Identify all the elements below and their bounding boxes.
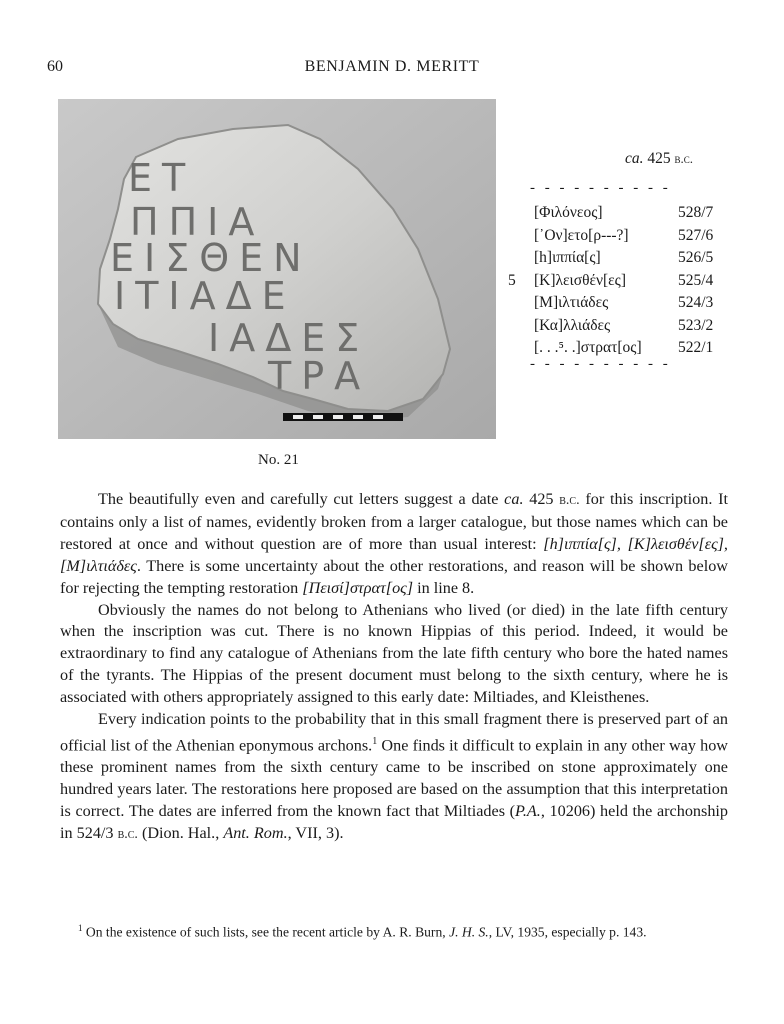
stone-line-5: ΙΑΔΕΣ xyxy=(208,316,370,360)
stone-line-4: ΙΤΙΑΔΕ xyxy=(114,274,296,318)
footnote: $^1$ On the existence of such lists, see the recent article by A. R. Burn, J. H. S., LV, 1935, especially p. 143. xyxy=(78,923,647,940)
inscription-line: [᾿Ον]ετο[ρ---?] 527/6 xyxy=(534,226,714,244)
inscription-photograph xyxy=(58,99,496,439)
stone-fragment-image xyxy=(58,99,496,439)
inscription-line: [Φιλόνεος] 528/7 xyxy=(534,204,714,221)
running-head: BENJAMIN D. MERITT xyxy=(304,58,480,75)
paragraph-3: Every indication points to the probability that in this small fragment there is preserved part of an official list of the Athenian eponymous archons.$^1$ One finds it difficult to explain in any other way how these prominent names from the sixth century came to be inscribed on stone approximately one hundred years later. The restorations here proposed are based on the assumption that this interpretation is correct. The dates are inferred from the known fact that Miltiades (P.A., 10206) held the archonship in 524/3 b.c. (Dion. Hal., Ant. Rom., VII, 3). xyxy=(60,710,729,842)
lacuna-bottom: - - - - - - - - - - xyxy=(530,356,671,372)
paragraph-2: Obviously the names do not belong to Athenians who lived (or died) in the late fifth century when the inscription was cut. There is no known Hippias of this period. Indeed, it would be extraordinary to find any catalogue of Athenians from the late fifth century who bore the hated names of the tyrants. The Hippias of the present document must belong to the sixth century, where he is associated with others appropriately assigned to this early date: Miltiades, and Kleisthenes. xyxy=(60,600,728,707)
inscription-line: [h]ιππία[ς] 526/5 xyxy=(534,249,714,266)
stone-line-2: ΠΠΙΑ xyxy=(130,200,265,244)
page-number: 60 xyxy=(47,58,63,75)
inscription-date: ca. 425 b.c. xyxy=(625,150,694,167)
stone-line-6: ΤΡΑ xyxy=(268,354,371,398)
footnote-ref: 1 xyxy=(372,735,378,747)
paragraph-1: The beautifully even and carefully cut letters suggest a date ca. 425 b.c. for this inscription. It contains only a list of names, evidently broken from a larger catalogue, but those names which can be restored at once and without question are of more than usual interest: [h]ιππία[ς], [Κ]λεισθέν[ες], [Μ]ιλτιάδες. There is some uncertainty about the other restorations, and reason will be shown below for rejecting the tempting restoration [Πεισί]στρατ[ος] in line 8. xyxy=(60,490,729,597)
inscription-line: 5 [Κ]λεισθέν[ες] 525/4 xyxy=(508,271,714,289)
scale-bar xyxy=(283,413,403,421)
inscription-lines xyxy=(500,204,750,362)
inscription-line: [. . .⁵. .]στρατ[ος] 522/1 xyxy=(534,339,714,356)
body-text xyxy=(60,489,728,846)
stone-line-3: ΕΙΣΘΕΝ xyxy=(110,236,312,280)
inscription-line: [Μ]ιλτιάδες 524/3 xyxy=(534,294,714,311)
figure-caption: No. 21 xyxy=(258,452,299,468)
lacuna-top: - - - - - - - - - - xyxy=(530,180,671,196)
inscription-line: [Κα]λλιάδες 523/2 xyxy=(534,316,714,334)
stone-line-1: ΕΤ xyxy=(128,156,196,200)
